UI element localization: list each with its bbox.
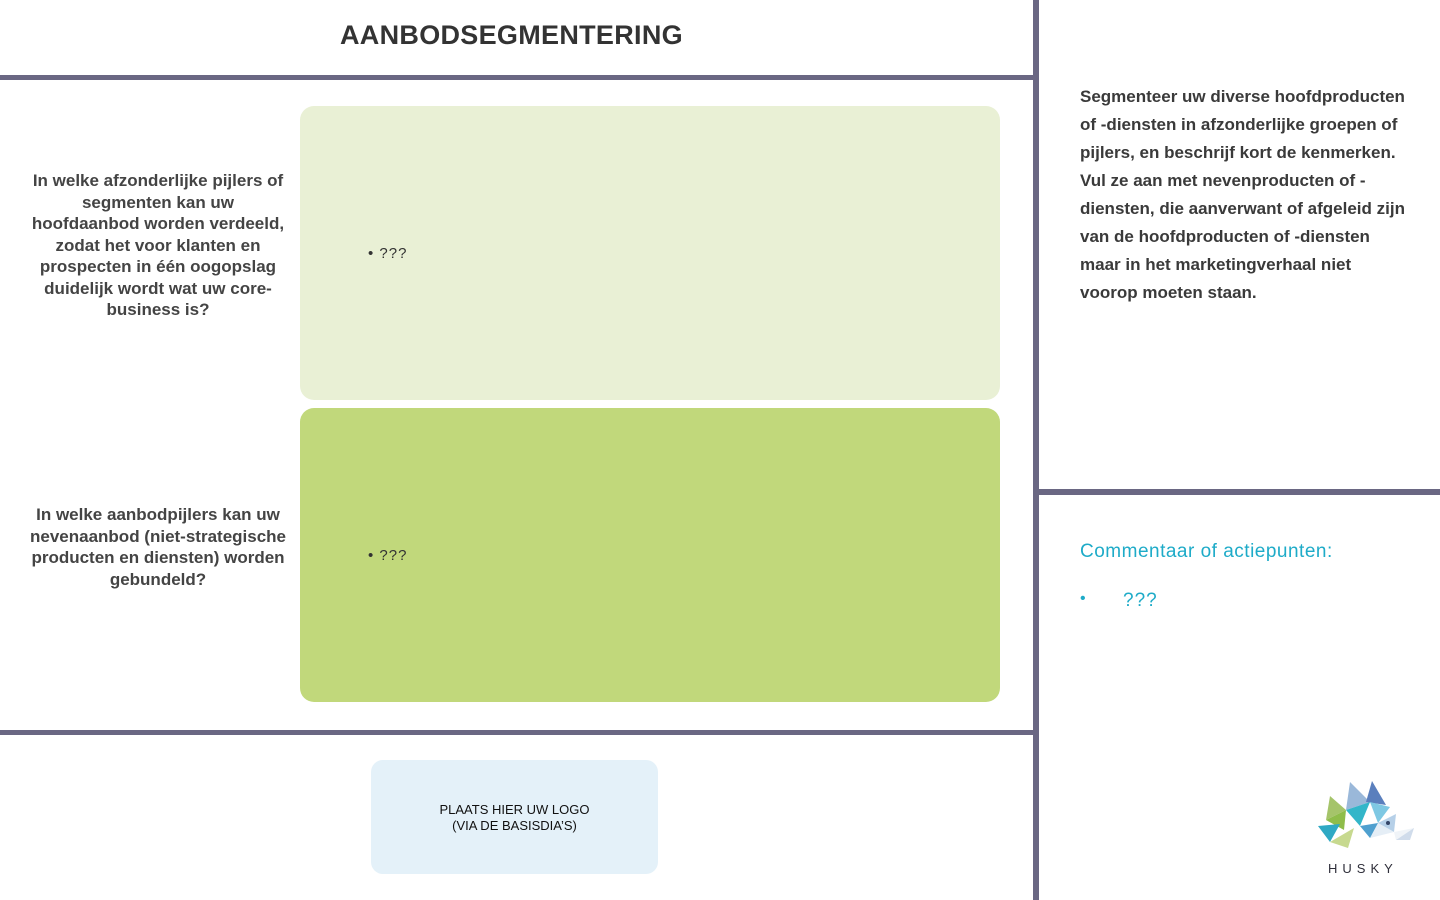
- question-main-pillars: In welke afzonderlijke pijlers of segmenten kan uw hoofdaanbod worden verdeeld, zodat het voor klanten en prospecten in één oogopslag duidelijk wordt wat uw core-business is?: [31, 171, 285, 319]
- header-divider: [0, 75, 1035, 80]
- logo-placeholder[interactable]: [371, 760, 658, 874]
- instruction-text: Segmenteer uw diverse hoofdproducten of -diensten in afzonderlijke groepen of pijlers, en beschrijf kort de kenmerken. Vul ze aan met nevenproducten of -diensten, die aanverwant of afgeleid zijn van de hoofdproducten of -diensten maar in het marketingverhaal niet voorop moeten staan.: [1080, 87, 1405, 302]
- logo-placeholder-text: [371, 802, 658, 834]
- question-side-pillars: In welke aanbodpijlers kan uw nevenaanbod (niet-strategische producten en diensten) worden gebundeld?: [30, 505, 287, 589]
- footer-divider: [0, 730, 1035, 735]
- husky-logo-icon: [1310, 780, 1422, 880]
- husky-brand-text: HUSKY: [1328, 861, 1398, 876]
- main-offer-bullet[interactable]: • ???: [368, 245, 408, 262]
- logo-placeholder-line1: PLAATS HIER UW LOGO: [439, 802, 590, 817]
- comment-item-text[interactable]: ???: [1123, 590, 1158, 611]
- page-title: AANBODSEGMENTERING: [340, 20, 683, 50]
- main-offer-panel[interactable]: [300, 106, 1000, 400]
- side-offer-panel[interactable]: [300, 408, 1000, 702]
- logo-placeholder-line2: (VIA DE BASISDIA’S): [452, 818, 577, 833]
- vertical-divider: [1033, 0, 1039, 900]
- side-offer-bullet[interactable]: • ???: [368, 547, 408, 564]
- comment-bullet: •: [1080, 590, 1086, 607]
- comment-heading: Commentaar of actiepunten:: [1080, 541, 1333, 562]
- sidebar-divider: [1039, 489, 1440, 495]
